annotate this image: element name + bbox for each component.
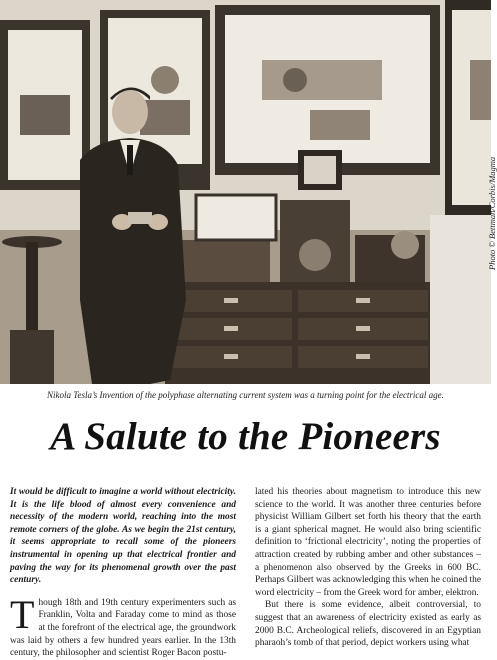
article-lead: It would be difficult to imagine a world without electricity. It is the life blood of almost every convenience and necessity of the modern world, reaching into the most remote corners of the globe. As we begin the 21st century, it seems appropriate to recall some of the pioneers instrumental in opening up that electrical frontier and paving the way for its phenomenal growth over the past century.: [10, 487, 236, 586]
article-paragraph-1-continued: lated his theories about magnetism to introduce this new science to the world. It was another three centuries before physicist William Gilbert set forth his theory that the earth is a giant spherical magnet. He would also bring scientific definition to ‘frictional electricity’, noting the properties of attraction created by rubbing amber and other substances – a phenomenon also observed by the Greeks in 600 BC. Perhaps Gilbert was acknowledging this when he coined the word electricity – from the Greek word for amber, elektron.: [255, 487, 481, 598]
article-column-right: [255, 486, 481, 650]
article-column-left: [10, 486, 236, 660]
photo-credit: Photo © Bettman/Corbis/Magma: [487, 156, 497, 270]
photo-caption: Nikola Tesla’s Invention of the polyphase alternating current system was a turning point for the electrical age.: [47, 390, 444, 400]
drop-cap: T: [10, 591, 35, 637]
paragraph-1-text: hough 18th and 19th century experimenters such as Franklin, Volta and Faraday come to mind as those at the forefront of the electrical age, the groundwork was laid by others a few hundred years earlier. In the 13th century, the philosopher and scientist Roger Bacon postu-: [10, 597, 236, 659]
article-paragraph-2: But there is some evidence, albeit controversial, to suggest that an awareness of electricity existed as early as 2000 B.C. Archeological reliefs, discovered in an Egyptian pharaoh’s tomb of that period, depict workers using what: [255, 600, 481, 649]
article-title: A Salute to the Pioneers: [50, 415, 441, 458]
article-paragraph-1: [10, 591, 236, 660]
